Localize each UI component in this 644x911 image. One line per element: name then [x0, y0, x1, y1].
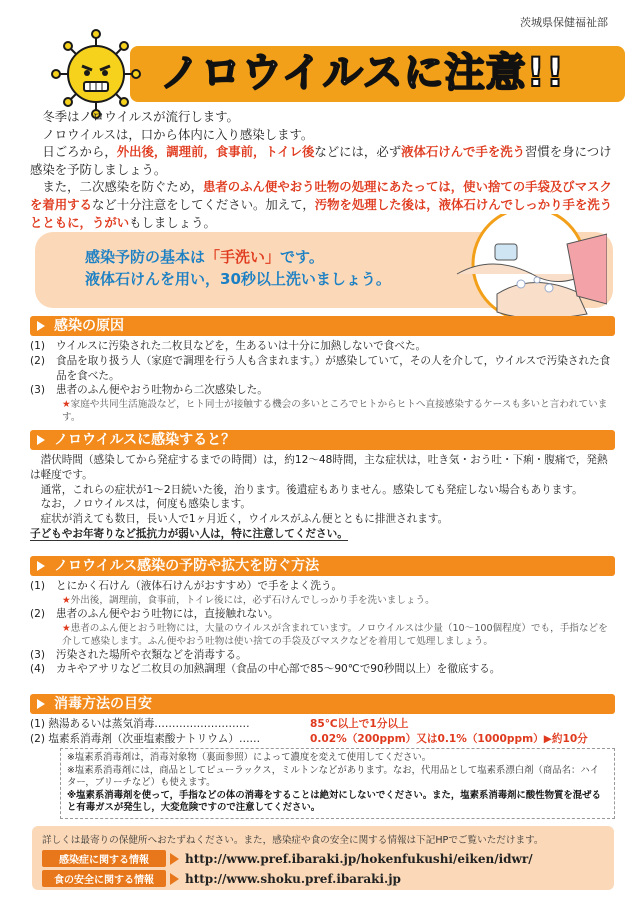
cause-body: [30, 339, 615, 424]
cause-section: [30, 316, 615, 424]
item-text: カキやアサリなど二枚貝の加熱調理（食品の中心部で85〜90℃で90秒間以上）を徹底する。: [56, 663, 501, 676]
page-title: ノロウイルスに注意!!: [160, 50, 566, 96]
footer-message: 詳しくは最寄りの保健所へおたずねください。また，感染症や食の安全に関する情報は下記HPでご覧いただけます。: [42, 835, 544, 846]
infection-info-tag: 感染症に関する情報: [42, 850, 166, 867]
title-header: [50, 28, 620, 106]
disinfect-section: [30, 694, 615, 819]
infection-warning: [30, 527, 615, 542]
intro-p4-highlight1: 患者のふん便やおう吐物の処理にあたっては，使い捨ての手袋及びマスクを着用する: [30, 179, 612, 212]
list-item: [30, 383, 615, 398]
item-number: (2): [30, 354, 46, 367]
arrow-right-icon: [170, 873, 179, 885]
intro-p3-e: 習慣を身につけ感染を予防しましょう。: [30, 144, 612, 177]
callout-line1: [85, 246, 391, 268]
footer-info: [32, 826, 614, 890]
list-item: [30, 607, 615, 622]
item-number: (3): [30, 384, 46, 397]
intro-p4-e: もしましょう。: [129, 214, 216, 230]
intro-text: [30, 108, 620, 231]
cause-heading: 感染の原因: [30, 316, 615, 336]
virus-mascot-icon: [50, 28, 142, 120]
list-item: [30, 354, 615, 384]
infection-body: [30, 453, 615, 542]
infection-heading: ノロウイルスに感染すると？: [30, 430, 615, 450]
prevention-heading: ノロウイルス感染の予防や拡大を防ぐ方法: [30, 556, 615, 576]
intro-p3: [30, 143, 620, 178]
infection-p1: 潜伏時間（感染してから発症するまでの時間）は，約12〜48時間，主な症状は，吐き気・おう吐・下痢・腹痛で，発熱は軽度です。: [30, 454, 608, 481]
prevention-note: [30, 622, 615, 648]
infection-warning-text: 子どもやお年寄りなど抵抗力が弱い人は，特に注意してください。: [30, 527, 348, 540]
food-safety-tag: 食の安全に関する情報: [42, 870, 166, 887]
disinfect-note: ※塩素系消毒剤には，商品としてピューラックス，ミルトンなどがあります。なお，代用品として塩素系漂白剤（商品名：ハイター，ブリーチなど）も使えます。: [67, 764, 600, 789]
agency-name: 茨城県保健福祉部: [520, 16, 608, 29]
cause-note: [30, 398, 615, 424]
infection-info-link[interactable]: http://www.pref.ibaraki.jp/hokenfukushi/eiken/idwr/: [185, 851, 533, 866]
callout-line1-c: です。: [280, 248, 324, 266]
item-text: 患者のふん便やおう吐物には，直接触れない。: [56, 607, 279, 620]
intro-p3-a: 日ごろから，: [42, 144, 117, 160]
callout-line1-a: 感染予防の基本は: [85, 248, 206, 266]
disinfect-value: 85℃以上で1分以上: [310, 718, 409, 730]
disinfect-warning: ※塩素系消毒剤を使って，手指などの体の消毒をすることは絶対にしないでください。また，塩素系消毒剤に酸性物質を混ぜると有毒ガスが発生し，大変危険ですので注意してください。: [67, 789, 601, 814]
intro-p3-c: などには，必ず: [314, 144, 402, 160]
item-number: (1): [30, 340, 46, 352]
item-text: 汚染された場所や衣類などを消毒する。: [56, 648, 247, 661]
note-text: 外出後，調理前，食事前，トイレ後には，必ず石けんでしっかり手を洗いましょう。: [70, 594, 435, 606]
disinfect-row: [30, 717, 615, 732]
list-item: [30, 579, 615, 594]
list-item: [30, 339, 615, 354]
infection-section: [30, 430, 615, 542]
item-text: とにかく石けん（液体石けんがおすすめ）で手をよく洗う。: [56, 580, 343, 592]
item-text: 患者のふん便やおう吐物から二次感染した。: [56, 384, 268, 397]
disinfect-notes: [60, 748, 615, 819]
star-icon: ★: [62, 622, 71, 634]
item-number: (4): [30, 663, 46, 676]
prevention-section: [30, 556, 615, 677]
link-row-food: [42, 870, 604, 887]
star-icon: ★: [62, 399, 71, 411]
intro-p4-a: また，二次感染を防ぐため，: [42, 179, 203, 195]
prevention-body: [30, 579, 615, 677]
item-number: (3): [30, 648, 46, 661]
item-number: (2): [30, 607, 46, 620]
disinfect-method: (1) 熱湯あるいは蒸気消毒………………………: [30, 718, 250, 730]
item-text: ウイルスに汚染された二枚貝などを，生あるいは十分に加熱しないで食べた。: [56, 340, 427, 352]
note-text: 患者のふん便とおう吐物には，大量のウイルスが含まれています。ノロウイルスは少量（10〜100個程度）でも，手指などを介して感染します。ふん便やおう吐物は使い捨ての手袋及びマスクなどを着用して処理しましょう。: [62, 622, 608, 647]
food-safety-link[interactable]: http://www.shoku.pref.ibaraki.jp: [185, 871, 401, 886]
arrow-right-icon: [170, 853, 179, 865]
disinfect-row: [30, 732, 615, 747]
callout-text: [85, 246, 391, 290]
intro-p4-highlight2: 汚物を処理した後は，液体石けんでしっかり手を洗うとともに，うがい: [30, 196, 613, 230]
intro-p2: ノロウイルスは，口から体内に入り感染します。: [42, 126, 314, 142]
intro-p3-highlight1: 外出後，調理前，食事前，トイレ後: [116, 144, 315, 160]
intro-p4-c: など十分注意をしてください。加えて，: [91, 196, 315, 212]
note-text: 家庭や共同生活施設など，ヒト同士が接触する機会の多いところでヒトからヒトへ直接感染するケースも多いと言われています。: [62, 399, 608, 424]
disinfect-heading: 消毒方法の目安: [30, 694, 615, 714]
list-item: [30, 648, 615, 663]
callout-line2: 液体石けんを用い，30秒以上洗いましょう。: [85, 270, 391, 288]
disinfect-note: ※塩素系消毒剤は，消毒対象物（裏面参照）によって濃度を変えて使用してください。: [67, 752, 432, 763]
infection-p3: なお，ノロウイルスは，何度も感染します。: [40, 498, 251, 511]
infection-p4: 症状が消えても数日，長い人で1ヶ月近く，ウイルスがふん便とともに排泄されます。: [40, 513, 449, 526]
star-icon: ★: [62, 594, 71, 606]
disinfect-method: (2) 塩素系消毒剤（次亜塩素酸ナトリウム）……: [30, 732, 261, 745]
disinfect-value: 0.02%（200ppm）又は0.1%（1000ppm）▶約10分: [310, 732, 588, 745]
item-number: (1): [30, 580, 46, 592]
infection-p2: 通常，これらの症状が1〜2日続いた後，治ります。後遺症もありません。感染しても発症しない場合もあります。: [40, 483, 583, 496]
intro-p1: 冬季はノロウイルスが流行します。: [42, 109, 239, 124]
prevention-note: [30, 594, 615, 607]
link-row-infection: [42, 850, 604, 867]
disinfect-body: [30, 717, 615, 819]
item-text: 食品を取り扱う人（家庭で調理を行う人も含まれます。）が感染していて，その人を介して，ウイルスで汚染された食品を食べた。: [56, 354, 611, 382]
intro-p3-highlight2: 液体石けんで手を洗う: [401, 144, 526, 160]
list-item: [30, 662, 615, 677]
handwashing-callout: [35, 232, 613, 308]
callout-keyword: 「手洗い」: [205, 248, 281, 266]
